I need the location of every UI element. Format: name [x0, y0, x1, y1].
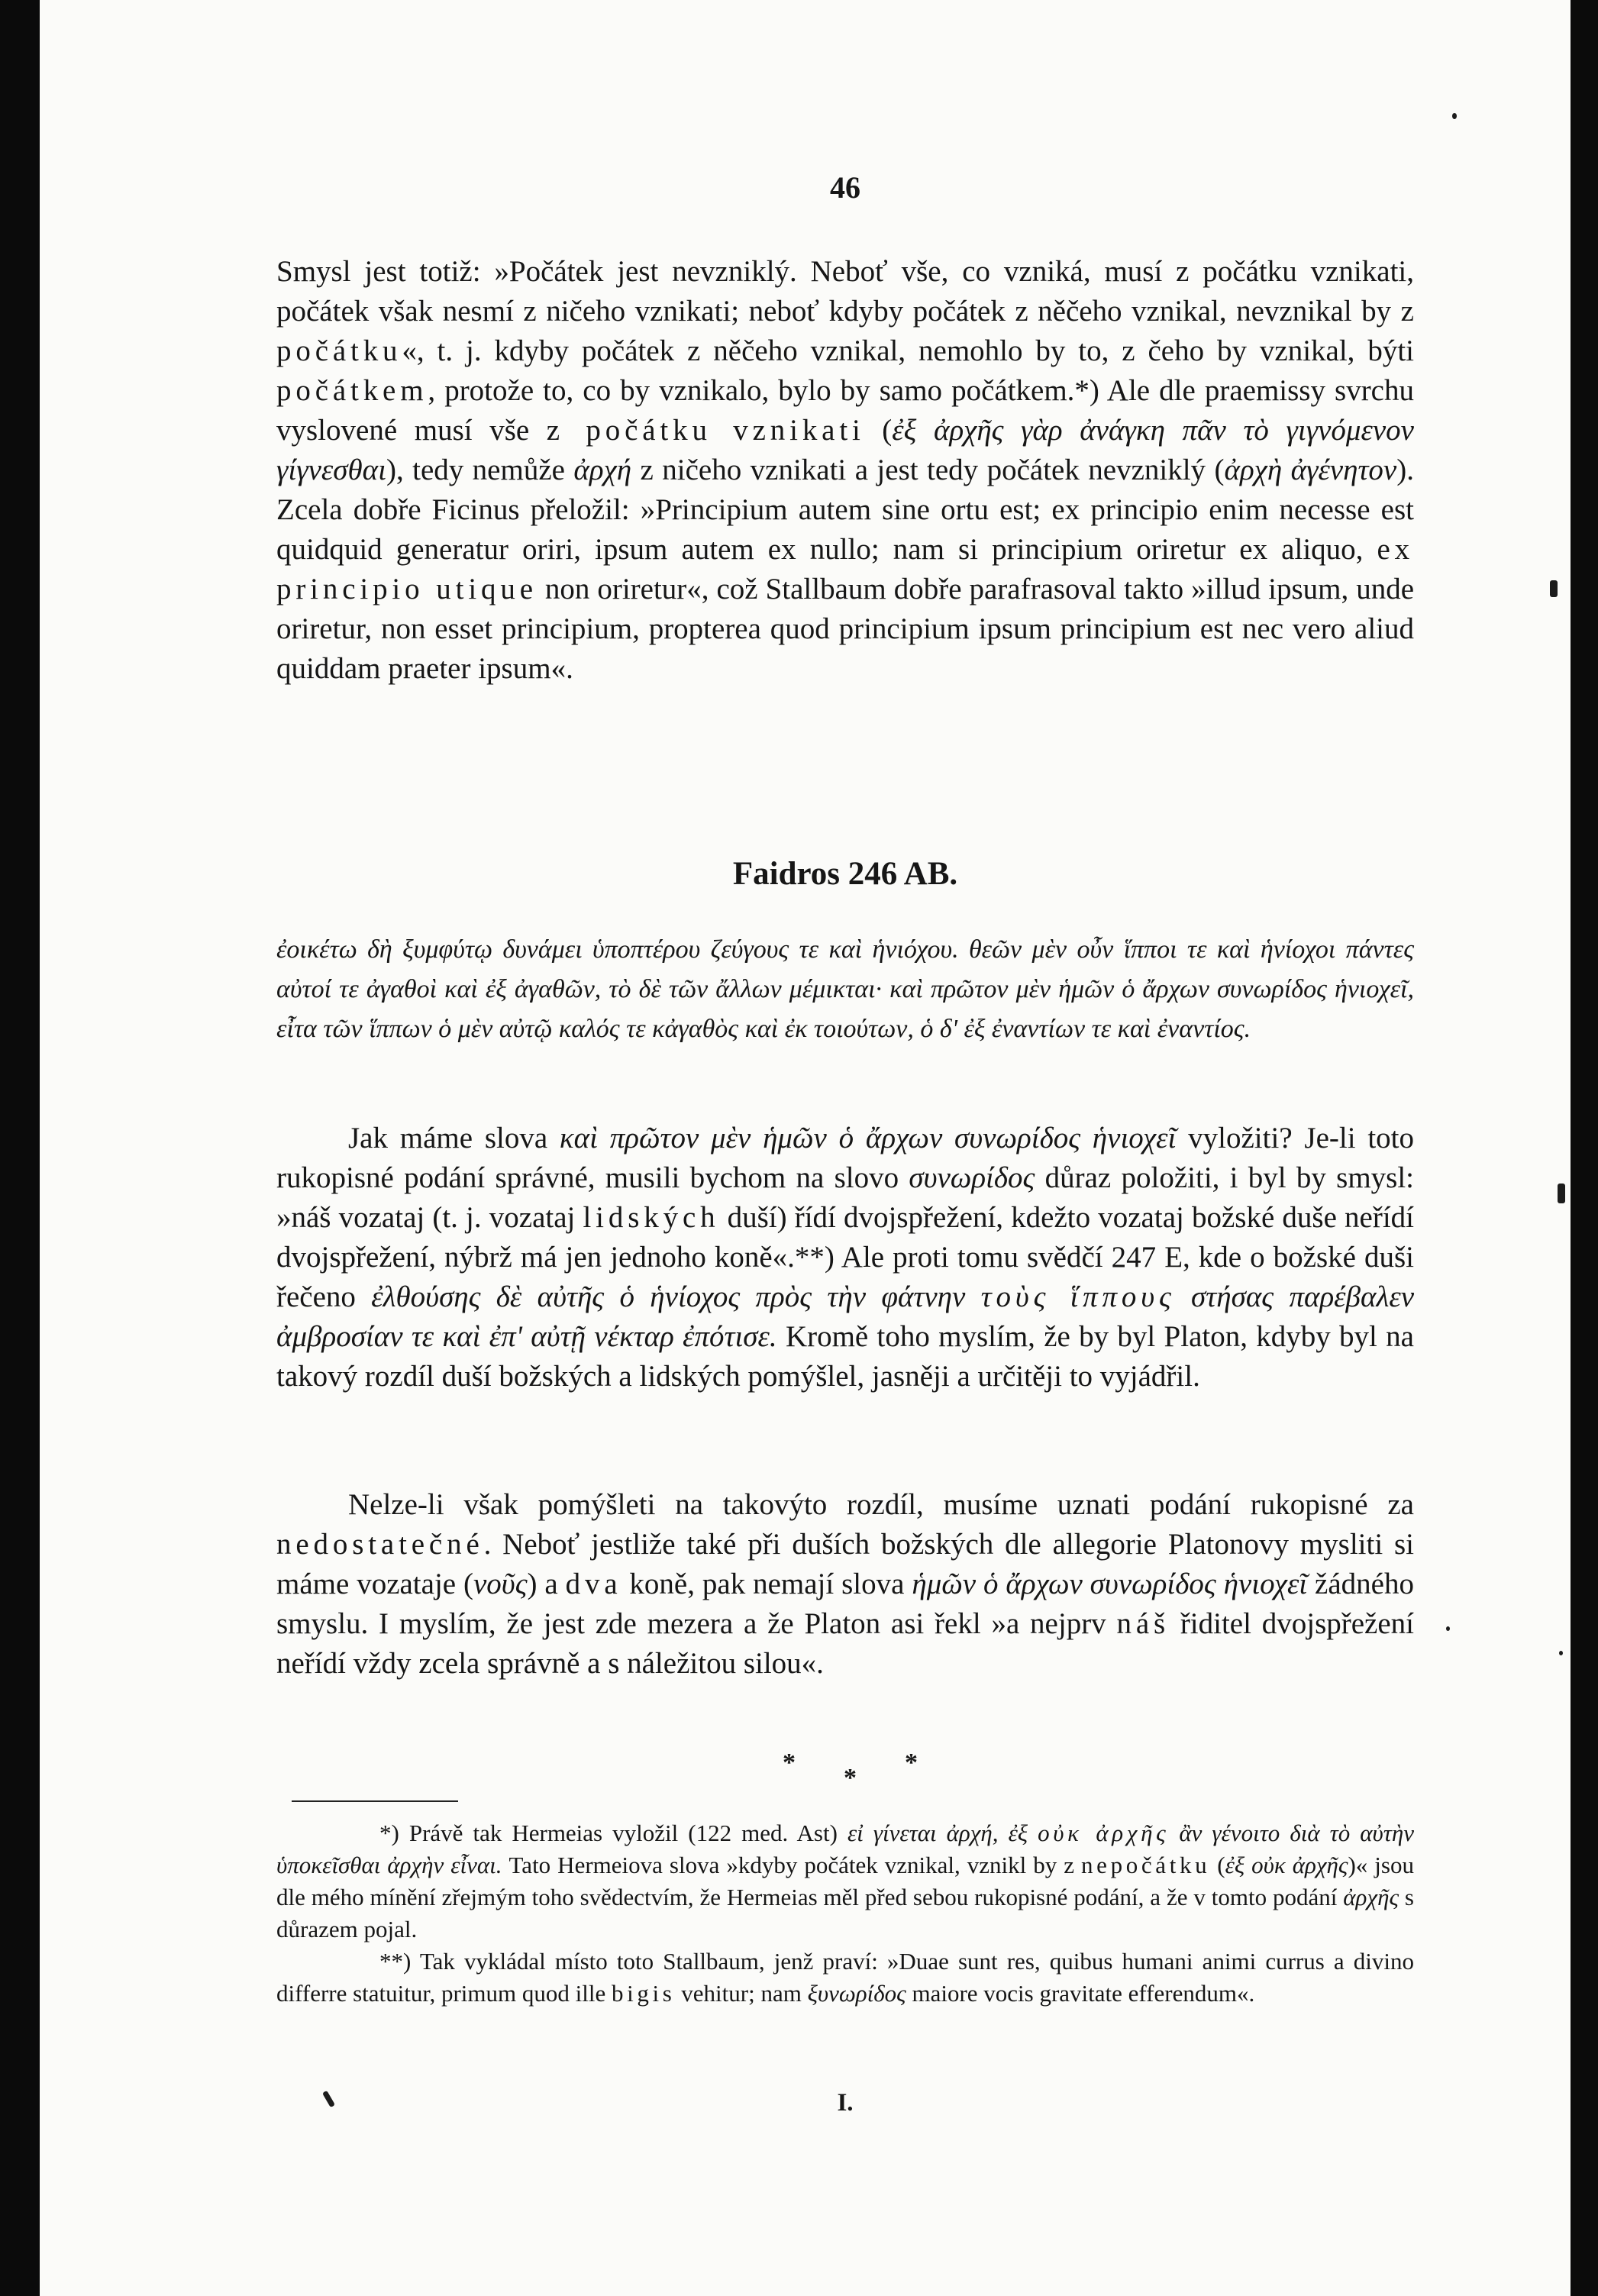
text-run: )« jsou dle mého mínění zřejmým toho svědectvím, že Hermeias měl před sebou rukopisné podání, a že v tomto podání — [276, 1852, 1414, 1910]
scan-speck — [1550, 580, 1558, 597]
asterism — [276, 1749, 1414, 1794]
intro-paragraph — [276, 252, 1414, 689]
text-run: maiore vocis gravitate efferendum«. — [906, 1980, 1255, 2007]
greek-text: ἀρχῆς — [1343, 1884, 1399, 1910]
emphasis-text: bigis — [611, 1980, 676, 2007]
asterism-star-center: * — [844, 1764, 857, 1792]
text-run: non oriretur«, což Stallbaum dobře parafrasoval takto »illud ipsum, unde oriretur, non esset principium, propterea quod principium ipsum principium est nec vero aliud quiddam praeter ipsum«. — [276, 573, 1415, 685]
scan-speck — [1446, 1626, 1450, 1631]
text-run: koně, pak nemají slova — [621, 1568, 912, 1600]
text-run: s důrazem pojal. — [276, 1884, 1414, 1942]
emphasis-text: počátku — [276, 334, 402, 367]
text-run: ). Zcela dobře Ficinus přeložil: »Principium autem sine ortu est; ex principio enim necesse est quidquid generatur oriri, ipsum autem ex nullo; nam si principium oriretur ex aliquo, — [276, 454, 1414, 566]
asterism-star-left: * — [783, 1749, 796, 1777]
greek-quotation: ἐοικέτω δὴ ξυμφύτῳ δυνάμει ὑποπτέρου ζεύγους τε καὶ ἡνιόχου. θεῶν μὲν οὖν ἵπποι τε καὶ ἡνίοχοι πάντες αὐτοί τε ἀγαθοὶ καὶ ἐξ ἀγαθῶν, τὸ δὲ τῶν ἄλλων μέμικται· καὶ πρῶτον μὲν ἡμῶν ὁ ἄρχων συνωρίδος ἡνιοχεῖ, εἶτα τῶν ἵππων ὁ μὲν αὐτῷ καλός τε κἀγαθὸς καὶ ἐκ τοιούτων, ὁ δ' ἐξ ἐναντίων τε καὶ ἐναντίος. — [276, 935, 1414, 1043]
emphasis-text: náš — [1116, 1607, 1170, 1640]
greek-text: τοὺς ἵππους — [980, 1280, 1176, 1313]
paragraph-interpretation — [276, 1119, 1414, 1397]
paragraph-conclusion — [276, 1485, 1414, 1684]
scan-border-left — [0, 0, 40, 2296]
greek-text: ἡμῶν ὁ ἄρχων συνωρίδος ἡνιοχεῖ — [912, 1568, 1308, 1600]
greek-text: συνωρίδος — [909, 1161, 1035, 1194]
text-run: žádného smyslu. I myslím, že jest zde mezera a že Platon asi řekl »a nejprv — [276, 1568, 1414, 1640]
text-run: . Neboť jestliže také při duších božských dle allegorie Platonovy mysliti si máme vozataje ( — [276, 1528, 1414, 1600]
emphasis-text: ex principio utique — [276, 533, 1414, 605]
greek-text: εἰ γίνεται ἀρχή, ἐξ — [847, 1820, 1028, 1846]
footnotes — [276, 1817, 1414, 2010]
signature-mark: I. — [837, 2089, 854, 2117]
greek-text: καὶ πρῶτον μὲν ἡμῶν ὁ ἄρχων συνωρίδος ἡνιοχεῖ — [559, 1122, 1177, 1154]
section-title: Faidros 246 AB. — [732, 856, 958, 892]
page-number: 46 — [830, 170, 860, 205]
text-run: důraz položiti, i byl by smysl: »náš vozataj (t. j. vozataj — [276, 1161, 1415, 1234]
text-run: Smysl jest totiž: »Počátek jest nevzniklý. Neboť vše, co vzniká, musí z počátku vznikati, počátek však nesmí z ničeho vznikati; neboť kdyby počátek z něčeho vznikal, nevznikal by z — [276, 255, 1414, 328]
text-run: , protože to, co by vznikalo, bylo by samo počátkem.*) Ale dle praemissy svrchu vyslovené musí vše — [276, 374, 1414, 447]
footnote-2 — [276, 1946, 1414, 2010]
greek-text: ξυνωρίδος — [807, 1980, 906, 2007]
emphasis-text: dva — [565, 1568, 622, 1600]
greek-text: ἐξ ἀρχῆς γὰρ ἀνάγκη πᾶν τὸ γιγνόμενον γίγνεσθαι — [276, 414, 1414, 486]
scan-speck — [1558, 1184, 1565, 1203]
scan-speck — [1559, 1651, 1563, 1655]
emphasis-text: lidských — [583, 1201, 720, 1234]
text-run: ( — [1210, 1852, 1225, 1878]
greek-text: ἀρχή — [573, 454, 632, 486]
text-run: ), tedy nemůže — [386, 454, 574, 486]
greek-text: στήσας παρέβαλεν ἀμβροσίαν τε καὶ ἐπ' αὐτῇ νέκταρ ἐπότισε. — [276, 1280, 1415, 1353]
text-run: vehitur; nam — [675, 1980, 808, 2007]
scan-speck — [1452, 113, 1457, 119]
footnote-rule — [292, 1800, 458, 1802]
text-run: Nelze-li však pomýšleti na takovýto rozdíl, musíme uznati podání rukopisné za — [348, 1488, 1414, 1521]
text-run: Jak máme slova — [348, 1122, 560, 1154]
footnote-1 — [276, 1817, 1414, 1946]
text-run: duší) řídí dvojspřežení, kdežto vozataj božské duše neřídí dvojspřežení, nýbrž má jen jednoho koně«.**) Ale proti tomu svědčí 247 E, kde o božské duši řečeno — [276, 1201, 1414, 1313]
text-run: z ničeho vznikati a jest tedy počátek nevzniklý ( — [631, 454, 1225, 486]
greek-text: ἐξ οὐκ ἀρχῆς — [1225, 1852, 1348, 1878]
greek-text: ἐλθούσης δὲ αὐτῆς ὁ ἡνίοχος πρὸς τὴν φάτνην — [371, 1280, 966, 1313]
page-sheet — [40, 0, 1571, 2296]
scan-border-right — [1571, 0, 1598, 2296]
text-run: Tato Hermeiova slova »kdyby počátek vznikal, vznikl by z — [502, 1852, 1082, 1878]
text-run: **) Tak vykládal místo toto Stallbaum, jenž praví: »Duae sunt res, quibus humani animi currus a divino differre statuitur, primum quod ille — [276, 1948, 1414, 2007]
text-run: řiditel dvojspřežení neřídí vždy zcela správně a s náležitou silou«. — [276, 1607, 1415, 1680]
text-run: ( — [864, 414, 893, 447]
text-run: ) a — [527, 1568, 566, 1600]
text-run: vyložiti? Je-li toto rukopisné podání správné, musili bychom na slovo — [276, 1122, 1414, 1194]
emphasis-text: nepočátku — [1081, 1852, 1211, 1878]
greek-text: ἂν γένοιτο διὰ τὸ αὐτὴν ὑποκεῖσθαι ἀρχὴν εἶναι. — [276, 1820, 1415, 1878]
emphasis-text: počátkem — [276, 374, 428, 407]
asterism-star-right: * — [905, 1749, 918, 1777]
greek-text: νοῦς — [473, 1568, 528, 1600]
emphasis-text: z počátku vznikati — [546, 414, 865, 447]
emphasis-text: nedostatečné — [276, 1528, 484, 1561]
greek-text: οὐκ ἀρχῆς — [1038, 1820, 1170, 1846]
greek-text: ἀρχὴ ἀγένητον — [1224, 454, 1397, 486]
text-run: Kromě toho myslím, že by byl Platon, kdyby byl na takový rozdíl duší božských a lidských pomýšlel, jasněji a určitěji to vyjádřil. — [276, 1320, 1414, 1393]
text-run: «, t. j. kdyby počátek z něčeho vznikal, nemohlo by to, z čeho by vznikal, býti — [402, 334, 1414, 367]
text-run: *) Právě tak Hermeias vyložil (122 med. Ast) — [379, 1820, 847, 1846]
